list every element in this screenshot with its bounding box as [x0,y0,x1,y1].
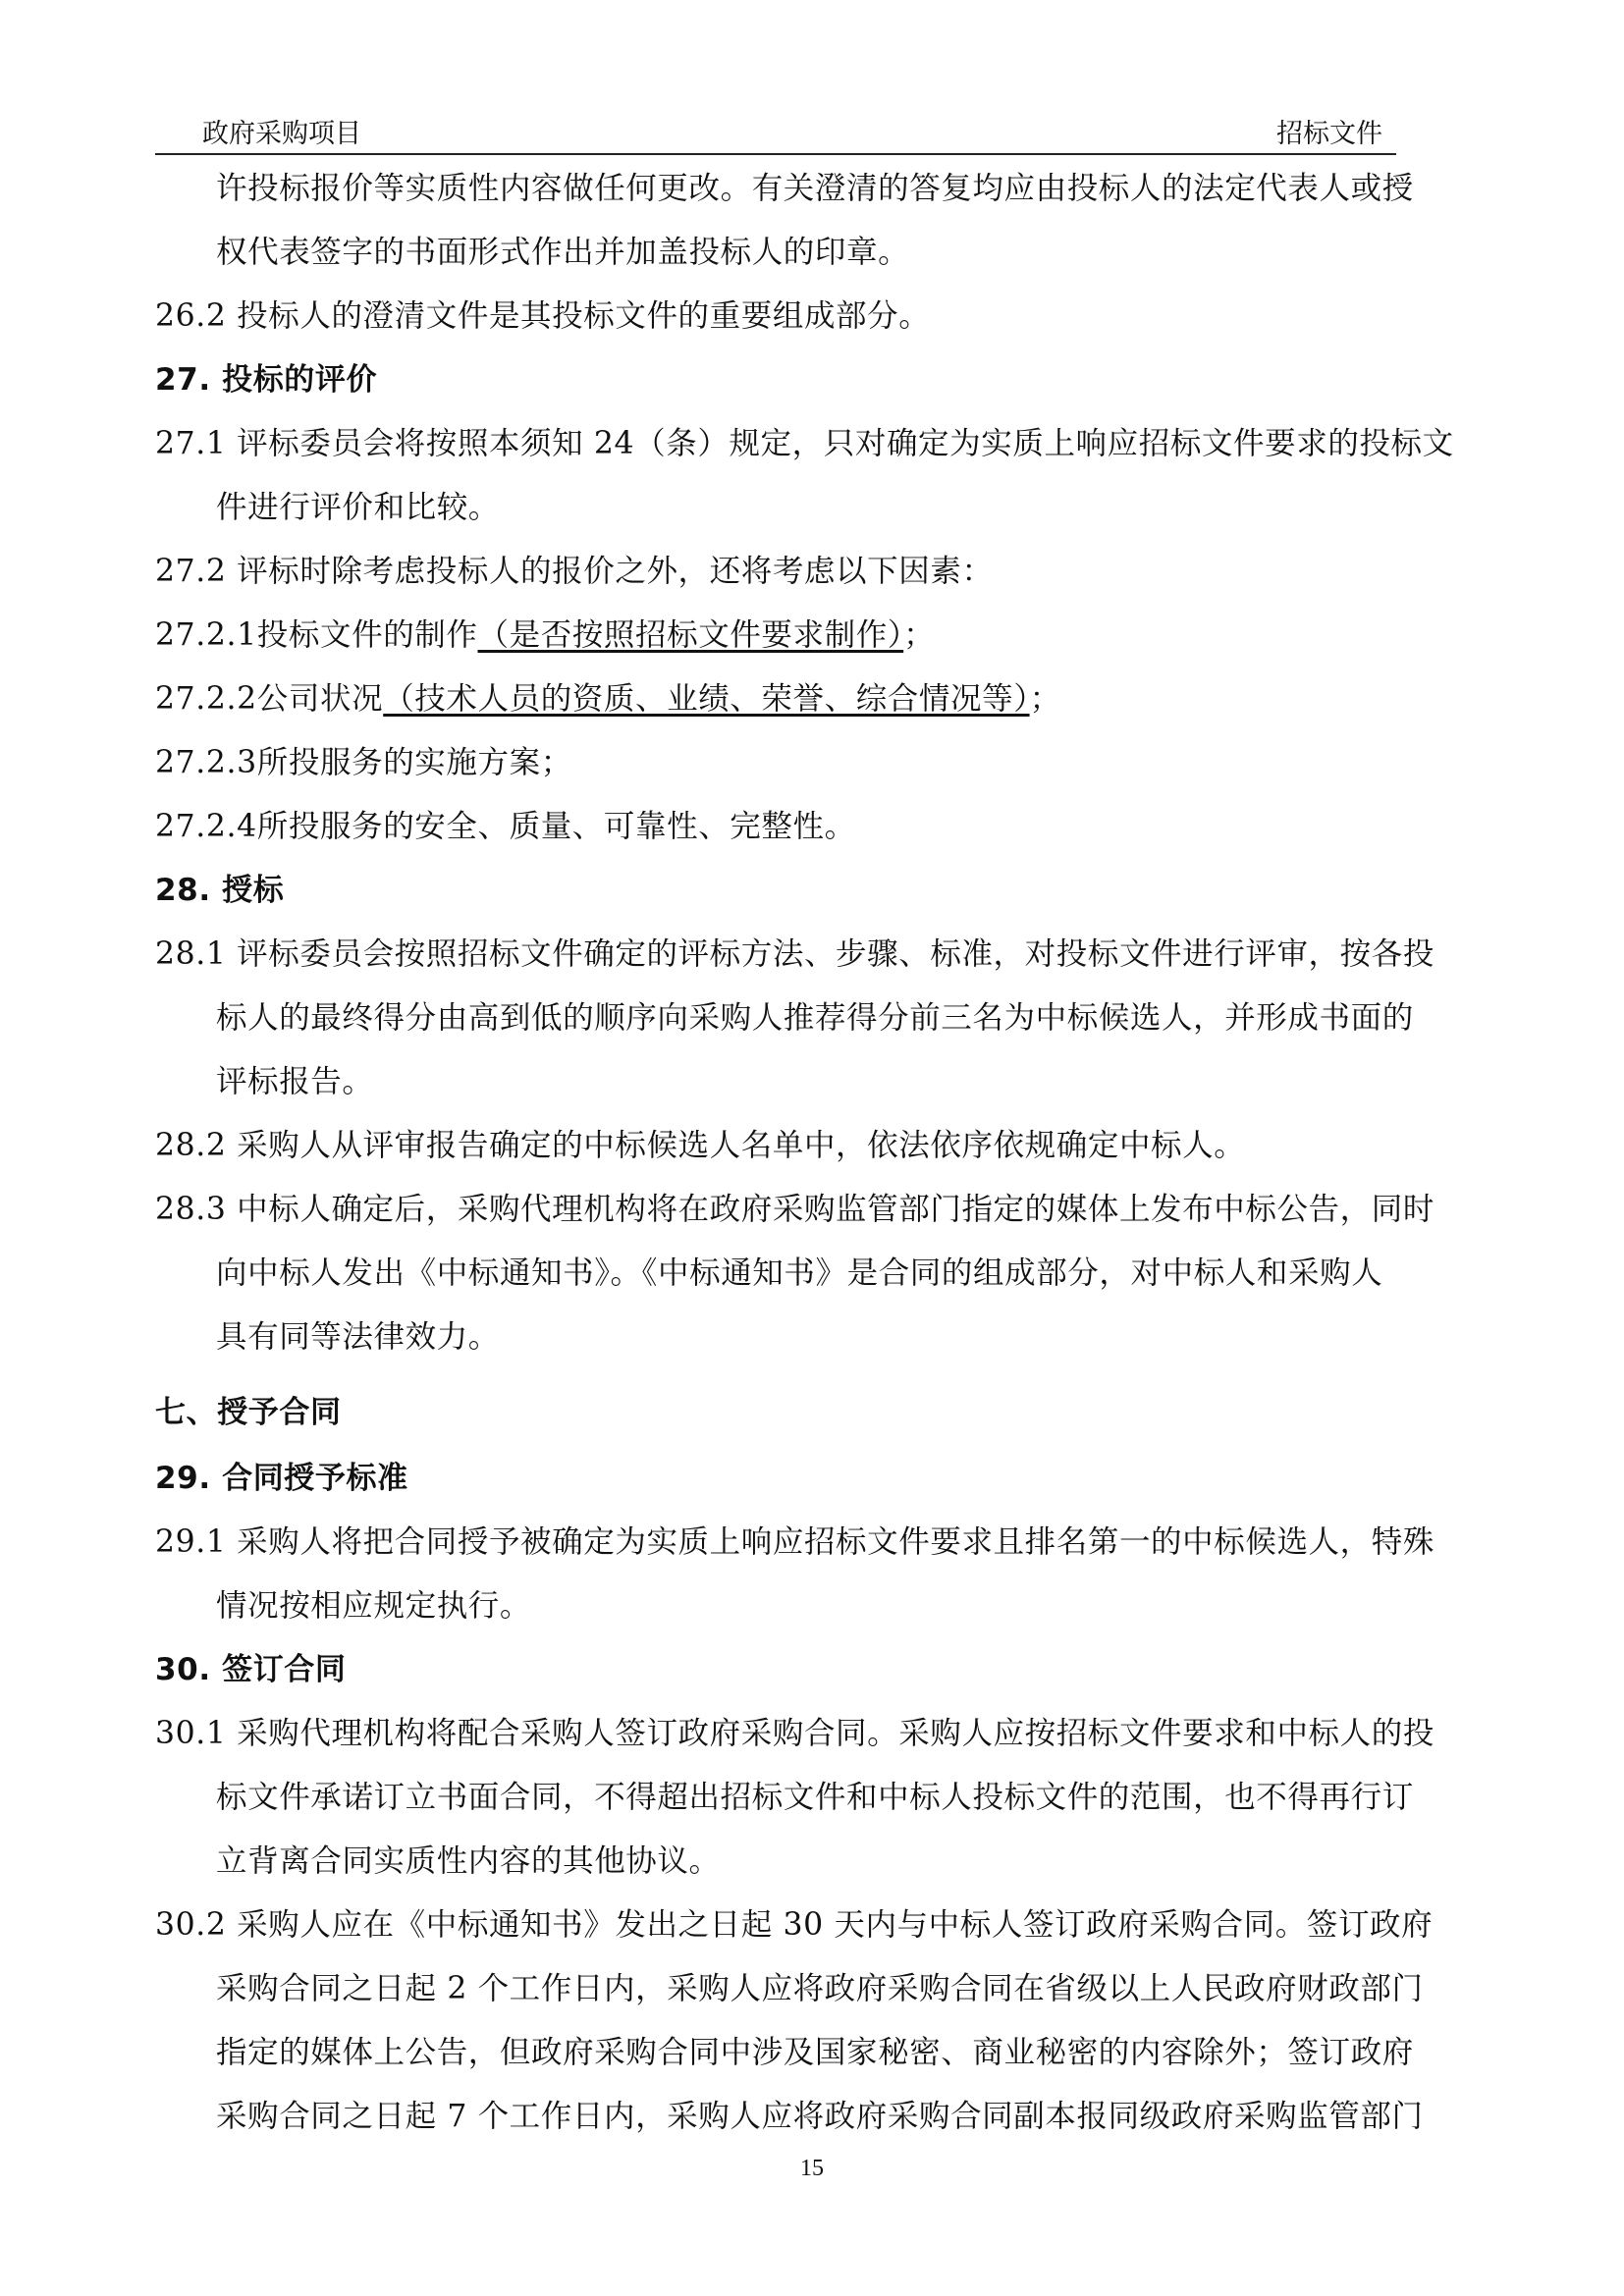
underlined-note: （是否按照招标文件要求制作） [477,617,904,653]
paragraph-line: 许投标报价等实质性内容做任何更改。有关澄清的答复均应由投标人的法定代表人或授 [216,171,1414,206]
paragraph-line: 立背离合同实质性内容的其他协议。 [216,1843,721,1879]
document-body [155,157,1481,2149]
paragraph-line: 评标报告。 [216,1064,374,1099]
clause-30-2: 30.2 采购人应在《中标通知书》发出之日起 30 天内与中标人签订政府采购合同。签订政府 [155,1907,1434,1943]
section-7-title: 七、授予合同 [155,1395,342,1430]
heading-29: 29. 合同授予标准 [155,1461,408,1496]
paragraph-line: 标人的最终得分由高到低的顺序向采购人推荐得分前三名为中标候选人，并形成书面的 [216,1000,1414,1036]
punctuation: ； [1029,681,1061,717]
paragraph-line: 具有同等法律效力。 [216,1319,500,1355]
header-project-label: 政府采购项目 [202,119,361,149]
heading-27: 27. 投标的评价 [155,362,378,398]
clause-28-3: 28.3 中标人确定后，采购代理机构将在政府采购监管部门指定的媒体上发布中标公告，同时 [155,1192,1435,1227]
underlined-note: （技术人员的资质、业绩、荣誉、综合情况等） [383,681,1030,717]
heading-28: 28. 授标 [155,873,285,908]
clause-label: 27.2.1投标文件的制作 [155,617,478,653]
paragraph-line: 权代表签字的书面形式作出并加盖投标人的印章。 [216,235,910,270]
paragraph-line: 标文件承诺订立书面合同，不得超出招标文件和中标人投标文件的范围，也不得再行订 [216,1780,1414,1815]
paragraph-line: 采购合同之日起 7 个工作日内，采购人应将政府采购合同副本报同级政府采购监管部门 [216,2099,1424,2134]
paragraph-line: 指定的媒体上公告，但政府采购合同中涉及国家秘密、商业秘密的内容除外；签订政府 [216,2035,1414,2070]
page-header [155,116,1396,155]
clause-28-2: 28.2 采购人从评审报告确定的中标候选人名单中，依法依序依规确定中标人。 [155,1128,1246,1163]
header-doc-type-label: 招标文件 [1276,119,1382,149]
clause-26-2: 26.2 投标人的澄清文件是其投标文件的重要组成部分。 [155,298,931,334]
paragraph-line: 情况按相应规定执行。 [216,1588,532,1624]
clause-29-1: 29.1 采购人将把合同授予被确定为实质上响应招标文件要求且排名第一的中标候选人，特殊 [155,1524,1435,1560]
clause-27-2-4: 27.2.4所投服务的安全、质量、可靠性、完整性。 [155,809,856,844]
clause-28-1: 28.1 评标委员会按照招标文件确定的评标方法、步骤、标准，对投标文件进行评审，按各投 [155,936,1435,972]
punctuation: ； [903,617,936,653]
paragraph-line: 采购合同之日起 2 个工作日内，采购人应将政府采购合同在省级以上人民政府财政部门 [216,1971,1424,2006]
page-number: 15 [800,2156,824,2181]
paragraph-line: 向中标人发出《中标通知书》。《中标通知书》是合同的组成部分，对中标人和采购人 [216,1255,1383,1291]
clause-30-1: 30.1 采购代理机构将配合采购人签订政府采购合同。采购人应按招标文件要求和中标人的投 [155,1716,1435,1751]
clause-27-2-3: 27.2.3所投服务的实施方案； [155,745,572,780]
clause-27-2: 27.2 评标时除考虑投标人的报价之外，还将考虑以下因素： [155,554,994,589]
clause-27-1: 27.1 评标委员会将按照本须知 24（条）规定，只对确定为实质上响应招标文件要求的投标文 [155,426,1454,461]
paragraph-line: 件进行评价和比较。 [216,490,500,525]
clause-label: 27.2.2公司状况 [155,681,384,717]
clause-27-2-1 [155,604,1481,667]
clause-27-2-2 [155,667,1481,731]
heading-30: 30. 签订合同 [155,1652,347,1687]
